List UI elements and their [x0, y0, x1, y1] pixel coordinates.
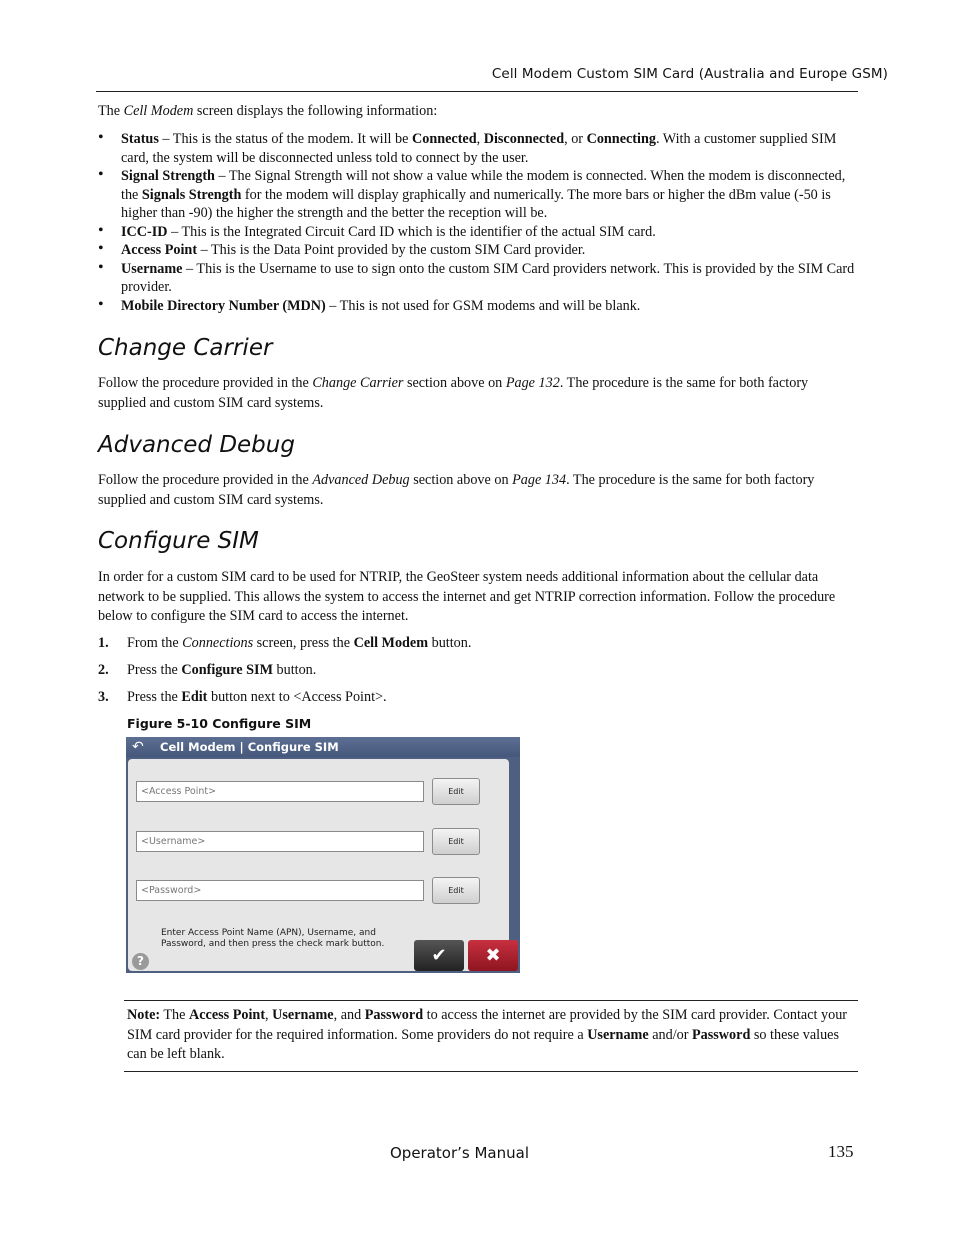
page-number: 135 [828, 1142, 854, 1161]
list-item: • Status – This is the status of the modem. It will be Connected, Disconnected, or Connecting. With a customer supplied SIM card, the system will be disconnected unless told to connect by the user. [98, 129, 837, 166]
screen-title-bar [126, 737, 520, 757]
note-bottom-rule [124, 1071, 858, 1072]
advanced-debug-paragraph: Follow the procedure provided in the Advanced Debug section above on Page 134. The procedure is the same for both factory supplied and custom SIM card systems. [98, 472, 815, 508]
heading-advanced-debug: Advanced Debug [98, 432, 295, 458]
edit-username-button[interactable]: Edit [432, 828, 480, 855]
configure-sim-screenshot [126, 737, 520, 973]
note-paragraph: Note: The Access Point, Username, and Password to access the internet are provided by the SIM card provider. Contact your SIM card provider for the required information. Some providers do not require a Username and/or Password so these values can be left blank. [127, 1007, 848, 1062]
heading-configure-sim: Configure SIM [98, 528, 259, 554]
list-item: • Access Point – This is the Data Point provided by the custom SIM Card provider. [98, 240, 586, 258]
instruction-text: Enter Access Point Name (APN), Username, and Password, and then press the check mark button. [161, 928, 385, 949]
step-1: 1. From the Connections screen, press the Cell Modem button. [98, 635, 472, 651]
confirm-checkmark-button[interactable]: ✔ [414, 940, 464, 971]
list-item: • Username – This is the Username to use to sign onto the custom SIM Card providers network. This is provided by the SIM Card provider. [98, 258, 855, 295]
note-top-rule [124, 1000, 858, 1001]
intro-paragraph: The Cell Modem screen displays the following information: [98, 103, 438, 119]
cancel-x-button[interactable]: ✖ [468, 940, 518, 971]
step-2: 2. Press the Configure SIM button. [98, 662, 317, 678]
footer-manual-title: Operator’s Manual [390, 1144, 529, 1162]
help-icon[interactable]: ? [132, 953, 149, 970]
step-3: 3. Press the Edit button next to <Access Point>. [98, 689, 387, 705]
access-point-field[interactable]: <Access Point> [136, 781, 424, 802]
heading-change-carrier: Change Carrier [98, 335, 273, 361]
list-item: • ICC-ID – This is the Integrated Circuit Card ID which is the identifier of the actual SIM card. [98, 221, 656, 240]
configure-sim-paragraph: In order for a custom SIM card to be used for NTRIP, the GeoSteer system needs additional information about the cellular data network to be supplied. This allows the system to access the internet and get NTRIP correction information. Follow the procedure below to configure the SIM card to access the internet. [98, 569, 836, 624]
password-field[interactable]: <Password> [136, 880, 424, 901]
header-rule [96, 91, 858, 92]
username-field[interactable]: <Username> [136, 831, 424, 852]
edit-access-point-button[interactable]: Edit [432, 778, 480, 805]
screen-title: Cell Modem | Configure SIM [160, 740, 339, 754]
figure-caption: Figure 5-10 Configure SIM [127, 716, 312, 731]
list-item: • Mobile Directory Number (MDN) – This is not used for GSM modems and will be blank. [98, 295, 641, 314]
change-carrier-paragraph: Follow the procedure provided in the Change Carrier section above on Page 132. The procedure is the same for both factory supplied and custom SIM card systems. [98, 375, 809, 411]
back-arrow-icon[interactable]: ↶ [132, 739, 144, 755]
edit-password-button[interactable]: Edit [432, 877, 480, 904]
running-header: Cell Modem Custom SIM Card (Australia and Europe GSM) [491, 66, 888, 82]
info-list [98, 130, 858, 315]
list-item: • Signal Strength – The Signal Strength will not show a value while the modem is connected. When the modem is disconnected, the Signals Strength for the modem will display graphically and numerically. The more bars or higher the dBm value (-50 is higher than -90) the higher the strength and the better the reception will be. [98, 166, 846, 221]
